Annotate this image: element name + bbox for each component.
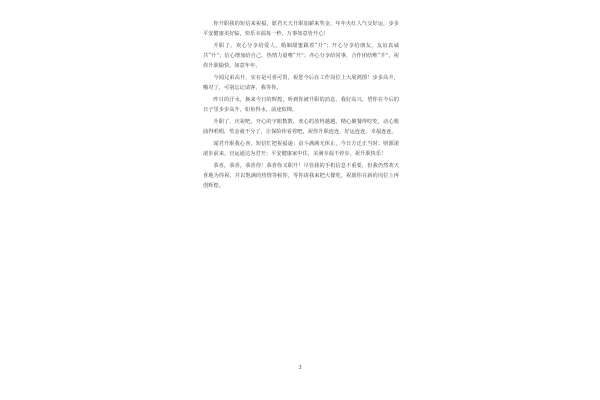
paragraph-2: 升职了，欢心分享给爱人，婚姻甜蜜跟着“升”；开心分享给朋友，友谊真诚共“升”；信心增加给自己，热情力量唯“升”；齐心分享给同事，合作团结唯“升”，祝你升职愉快，如意年年。 xyxy=(203,43,399,69)
paragraph-4: 昨日的汗水，换来今日的辉煌，听到你被升职的消息，我好高兴，望你在今后的日子里步步高升，如鱼得水，前途似锦。 xyxy=(203,96,399,113)
document-body xyxy=(203,20,399,194)
paragraph-5: 升职了，庆祝吧，开心的字眼数数，欢心的放得越越，精心聚餐得吃吃，动心歌曲得唱唱，奖金就不分了，让保险柜看着吧，祝你升职连连，好运连连，幸福连连。 xyxy=(203,118,399,135)
paragraph-3: 今闻兄弟高升，实在是可喜可贺，祝您今后在工作岗位上大展鸿图！步步高升，哦对了，可别忘记请客，我等你。 xyxy=(203,74,399,91)
paragraph-1: 你升职我的短信来祝福，愿君天天升职加薪来奖金，年年火红人气交好运，步步平安健康美好临，快乐幸福每一秒，万事如意皆开心！ xyxy=(203,21,399,37)
page-number: 3 xyxy=(298,365,302,371)
paragraph-6: 闻君升职我心喜，短信忙把祝福递：奋斗满满无休止，今日方迁正当时；财源滚滚步前来，官运通达为君开；平安健康家中住，美满幸福不停步。祝升职快乐！ xyxy=(203,140,399,157)
paragraph-7: 恭喜，恭喜，恭喜你！恭喜你又职升！尽管我的手机信息不重要，但我仍然欢天喜地为你祝，并以饱满的热情等候你，等你请我来把大餐吃，祝愿你在新的岗位上再创辉煌。 xyxy=(203,162,399,189)
